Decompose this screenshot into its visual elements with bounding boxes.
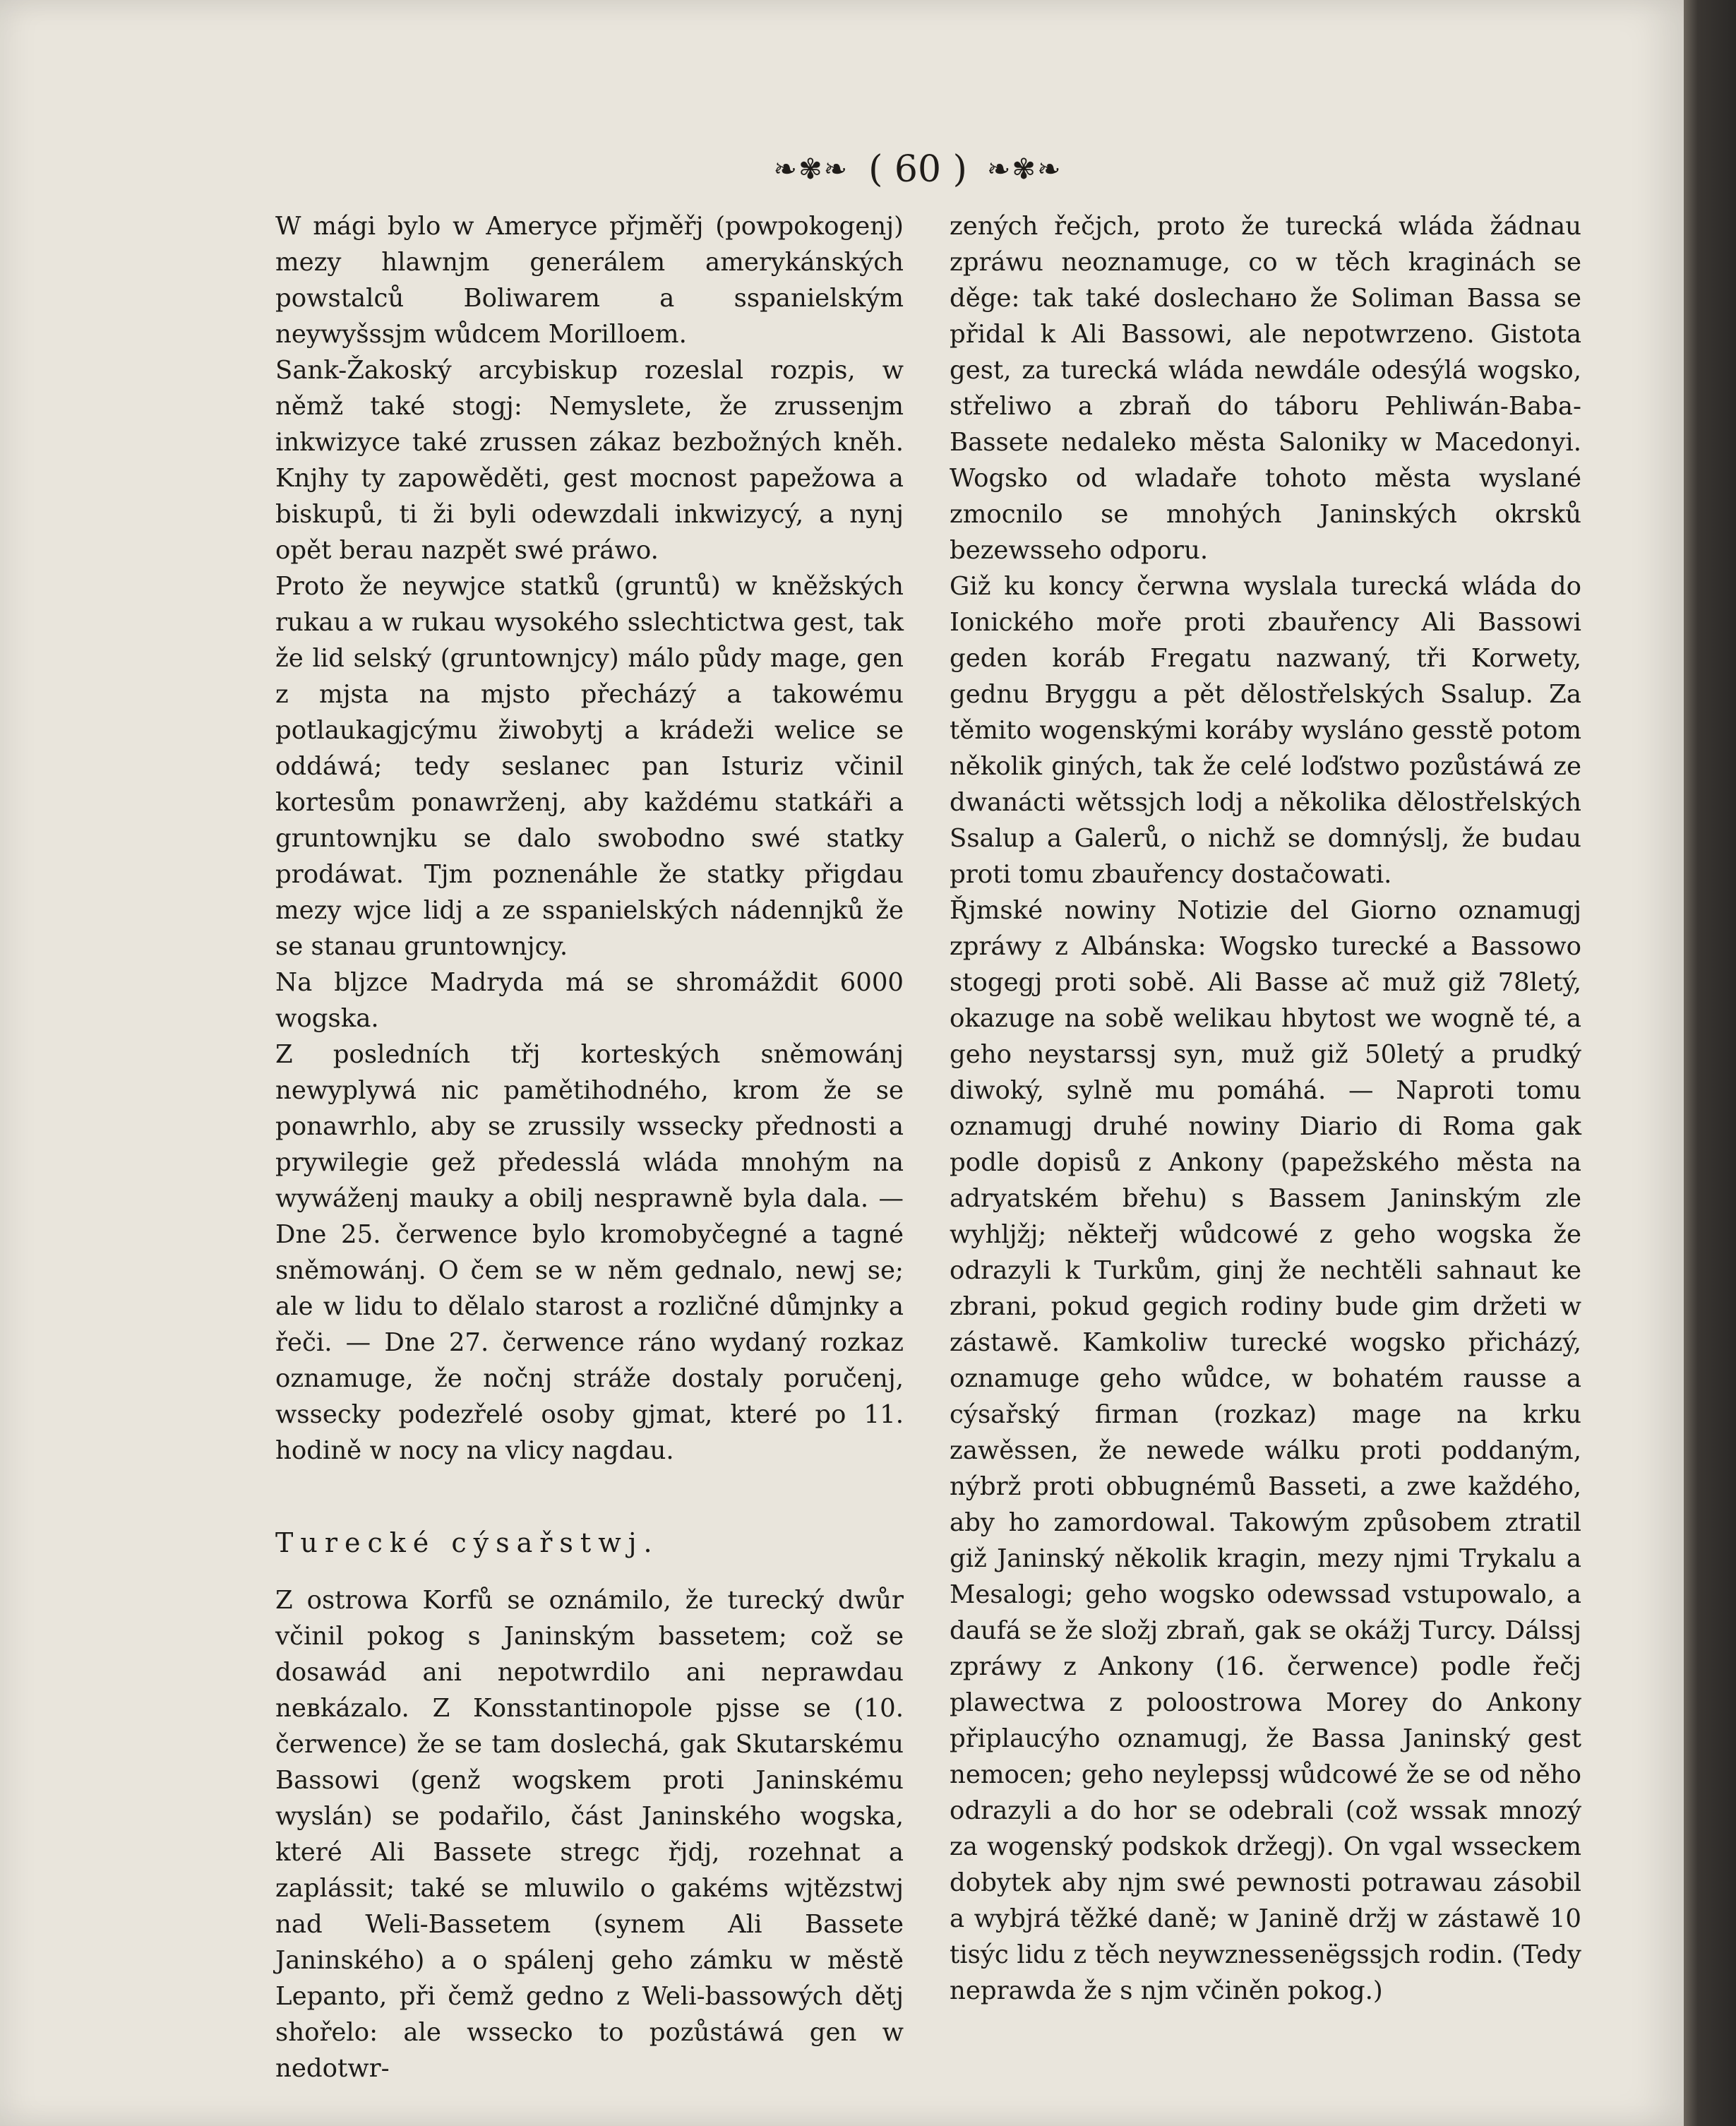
ornament-left-icon: ❧✾❧ [773,153,849,186]
article-paragraph: Sank-Žakoský arcybiskup rozeslal rozpis, w němž také stogj: Nemyslete, že zrussenjm inkwizyce také zrussen zákaz bezbožných kněh. Knjhy ty zapowěděti, gest mocnost papežowa a biskupů, ti ži byli odewzdali inkwizycý, a nynj opět berau nazpět swé práwo. [275,356,904,565]
article-paragraph: Na bljzce Madryda má se shromáždit 6000 wogska. [275,968,904,1033]
article-paragraph: zených řečjch, proto že turecká wláda žádnau zpráwu neoznamuge, co w těch kraginách se děge: tak také doslechано že Soliman Bassa se přidal k Ali Bassowi, ale nepotwrzeno. Gistota gest, za turecká wláda newdále odesýlá wogsko, střeliwo a zbraň do táboru Pehliwán-Baba-Bassete nedaleko města Saloniky w Macedonyi. Wogsko od wladaře tohoto města wyslané zmocnilo se mnohých Janinských okrsků bezewsseho odporu. [950,212,1581,565]
page-number: ( 60 ) [868,148,967,191]
article-paragraph: Giž ku koncy čerwna wyslala turecká wláda do Ionického moře proti zbauřency Ali Bassowi geden koráb Fregatu nazwaný, tři Korwety, gednu Bryggu a pět dělostřelských Ssalup. Za těmito wogenskými korábу wysláno gesstě potom několik giných, tak že celé loďstwo pozůstáwá ze dwanácti wětssjch lodj a několika dělostřelských Ssalup a Galerů, o nichž se domnýslj, že budau proti tomu zbauřency dostačowati. [950,572,1581,889]
page-header [720,141,1115,198]
article-paragraph: Řjmské nowiny Notizie del Giorno oznamugj zpráwy z Albánska: Wogsko turecké a Bassowo stogegj proti sobě. Ali Basse ač muž giž 78letý, okazuge na sobě welikau hbytost we wogně té, a geho neystarssj syn, muž giž 50letý a prudký diwoký, sylně mu pomáhá. — Naproti tomu oznamugj druhé nowiny Diario di Roma gak podle dopisů z Ankony (papežského města na adryatském břehu) s Bassem Janinským zle wyhljžj; někteřj wůdcowé z geho wogska že odrazyli k Turkům, ginj že nechtěli sahnaut ke zbrani, pokud gegich rodiny bude gim držeti w zástawě. Kamkoliw turecké wogsko přicházý, oznamuge geho wůdce, w bohatém rausse a cýsařský firman (rozkaz) mage na krku zawěssen, že newede wálku proti poddaným, nýbrž proti obbugnémů Basseti, a zwe každého, aby ho zamordowal. Takowým způsobem ztratil giž Janinský několik kragin, mezy njmi Trykalu a Mesalogi; geho wogsko odewssad vstupowalo, a daufá se že složj zbraň, gak se okážj Turcy. Dálssj zpráwy z Ankony (16. čerwence) podle řečj plawectwa z poloostrowa Morey do Ankony připlaucýho oznamugj, že Bassa Janinský gest nemocen; geho neylepssj wůdcowé že se od něho odrazyli a do hor se odebrali (což wssak mnozý za wogenský podskok držegj). On vgal wsseckem dobytek aby njm swé pewnosti potrawau zásobil a wybjrá těžké daně; w Janině držj w zástawě 10 tisýc lidu z těch neywznessenёgssjch rodin. (Tedy neprawda že s njm včiněn pokog.) [950,896,1581,2005]
article-paragraph: Z ostrowa Korfů se oznámilo, že turecký dwůr včinil pokog s Janinským bassetem; což se dosawád ani nepotwrdilo ani neprawdau neвkázalo. Z Konsstantinopole pjsse se (10. čerwence) že se tam doslechá, gak Skutarskému Bassowi (genž wogskem proti Janinskému wyslán) se podařilo, část Janinského wogska, které Ali Bassete stregc řjdj, rozehnat a zaplássit; také se mluwilo o gakéms wjtězstwj nad Weli-Bassetem (synem Ali Bassete Janinského) a o spálenj geho zámku w městě Lepanto, při čemž gedno z Weli-bassowých dětj shořelo: ale wssecko to pozůstáwá gen w nedotwr- [275,1586,904,2083]
section-heading: Turecké cýsařstwj. [275,1527,659,1558]
left-column [275,208,904,2086]
ornament-right-icon: ❧✾❧ [986,153,1062,186]
scan-edge [1684,0,1736,2126]
article-paragraph: Proto že neywjce statků (gruntů) w kněžských rukau a w rukau wysokého sslechtictwa gest, tak že lid selský (gruntownjcy) málo půdy mage, gen z mjsta na mjsto přecházý a takowému potlaukagjcýmu žiwobytj a krádeži welice se oddáwá; tedy seslanec pan Isturiz včinil kortesům ponawrženj, aby každému statkáři a gruntownjku se dalo swobodno swé statky prodáwat. Tjm poznenáhle že statky přigdau mezy wjce lidj a ze sspanielských nádennjků že se stanau gruntownjcy. [275,572,904,961]
article-paragraph: W mági bylo w Amerycе přjměřj (powpokogenj) mezy hlawnjm generálem amerykánských powstalců Boliwarem a sspanielským neywyšssjm wůdcem Morilloem. [275,212,904,349]
right-column [950,208,1581,2009]
article-paragraph: Z posledních třj korteských sněmowánj newyplywá nic pamětihodného, krom že se ponawrhlo, aby se zrussily wsseckу přednosti a prywilegie gež předesslá wláda mnohým na wywáženj mauky a obilj nesprawně byla dala. — Dne 25. čerwence bylo kromobyčegné a tagné sněmowánj. O čem se w něm gednalo, newj se; ale w lidu to dělalo starost a rozličné důmjnky a řeči. — Dne 27. čerwence ráno wydaný rozkaz oznamuge, že nočnj stráže dostaly poručenj, wssecky podezřelé osoby gjmat, které po 11. hodině w nocy na vlicy nagdau. [275,1040,904,1465]
